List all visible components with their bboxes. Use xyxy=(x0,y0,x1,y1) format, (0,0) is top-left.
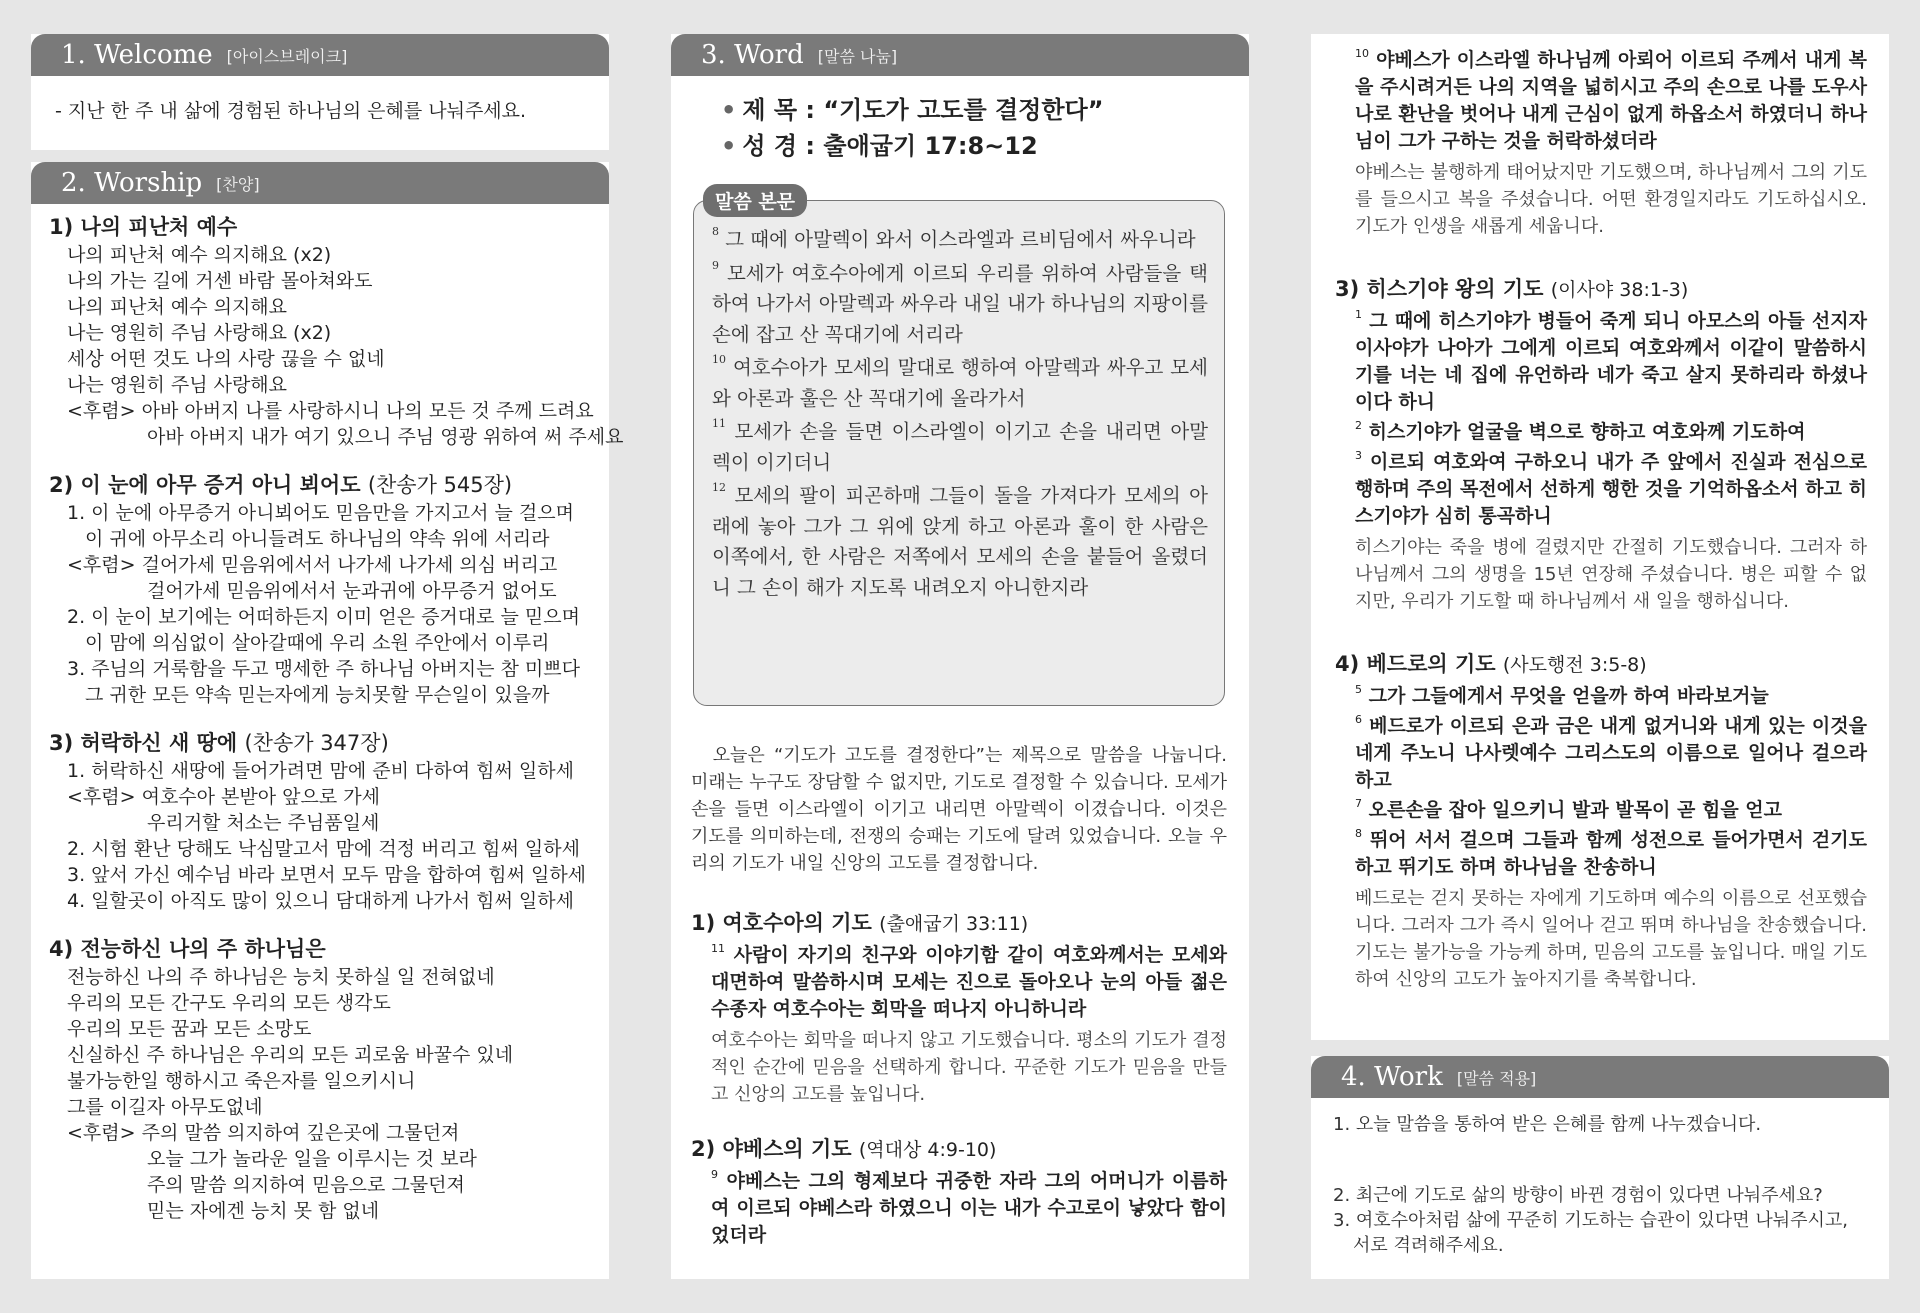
song-title: 3) 허락하신 새 땅에 (찬송가 347장) xyxy=(49,731,389,755)
song-line: 믿는 자에겐 능치 못 함 없네 xyxy=(147,1200,380,1222)
point-verse: $^{11}$ 사람이 자기의 친구와 이야기함 같이 여호와께서는 모세와 대면하여 말씀하시며 모세는 진으로 돌아오나 눈의 아들 젊은 수종자 여호수아는 회막을 떠나지 아니하니라 xyxy=(711,942,1227,1020)
point-explanation: 여호수아는 회막을 떠나지 않고 기도했습니다. 평소의 기도가 결정적인 순간에 믿음을 선택하게 합니다. 꾸준한 기도가 믿음을 만들고 신앙의 고도를 높입니다. xyxy=(711,1030,1227,1105)
section-subtitle: [말씀 나눔] xyxy=(817,46,898,66)
song-line: 나의 가는 길에 거센 바람 몰아쳐와도 xyxy=(67,270,373,292)
point-verse: $^9$ 야베스는 그의 형제보다 귀중한 자라 그의 어머니가 이름하여 이르되 야베스라 하였으니 이는 내가 수고로이 낳았다 함이었더라 xyxy=(711,1168,1227,1246)
song-line: 아바 아버지 내가 여기 있으니 주님 영광 위하여 써 주세요 xyxy=(147,426,624,448)
song-title: 4) 전능하신 나의 주 하나님은 xyxy=(49,937,326,961)
song-line: <후렴> 여호수아 본받아 앞으로 가세 xyxy=(67,786,380,808)
song-block xyxy=(49,728,599,914)
section-subtitle: [아이스브레이크] xyxy=(226,46,348,66)
song-line: <후렴> 주의 말씀 의지하여 깊은곳에 그물던져 xyxy=(67,1122,460,1144)
work-item: 1. 오늘 말씀을 통하여 받은 은혜를 함께 나누겠습니다. xyxy=(1333,1114,1762,1135)
welcome-text: - 지난 한 주 내 삶에 경험된 하나님의 은혜를 나눠주세요. xyxy=(55,100,527,122)
song-line: 세상 어떤 것도 나의 사랑 끊을 수 없네 xyxy=(67,348,385,370)
song-line: 2. 이 눈이 보기에는 어떠하든지 이미 얻은 증거대로 늘 믿으며 xyxy=(67,606,580,628)
point-explanation: 야베스는 불행하게 태어났지만 기도했으며, 하나님께서 그의 기도를 들으시고 복을 주셨습니다. 어떤 환경일지라도 기도하십시오. 기도가 인생을 새롭게 세웁니다. xyxy=(1355,162,1867,237)
verse-number: 10 xyxy=(1355,47,1369,60)
song-line: 주의 말씀 의지하여 믿음으로 그물던져 xyxy=(147,1174,465,1196)
scripture-box xyxy=(693,200,1225,706)
song-line: 나는 영원히 주님 사랑해요 xyxy=(67,374,288,396)
sermon-point xyxy=(1335,274,1867,615)
song-line: 나의 피난처 예수 의지해요 (x2) xyxy=(67,244,332,266)
section-title: 3. Word xyxy=(701,40,804,70)
word-header xyxy=(671,34,1249,76)
point-title: 4) 베드로의 기도 (사도행전 3:5-8) xyxy=(1335,652,1647,676)
scripture-verse: $^9$ 모세가 여호수아에게 이르되 우리를 위하여 사람들을 택하여 나가서 아말렉과 싸우라 내일 내가 하나님의 지팡이를 손에 잡고 산 꼭대기에 서리라 xyxy=(712,258,1208,346)
scripture-verse: $^{10}$ 여호수아가 모세의 말대로 행하여 아말렉과 싸우고 모세와 아론과 훌은 산 꼭대기에 올라가서 xyxy=(712,353,1208,410)
point-verse: $^3$ 이르되 여호와여 구하오니 내가 주 앞에서 진실과 전심으로 행하며 주의 목전에서 선하게 행한 것을 기억하옵소서 하고 히스기야가 심히 통곡하니 xyxy=(1355,449,1867,527)
song-title: 1) 나의 피난처 예수 xyxy=(49,215,238,239)
song-line: 전능하신 나의 주 하나님은 능치 못하실 일 전혀없네 xyxy=(67,966,495,988)
song-line: <후렴> 걸어가세 믿음위에서서 나가세 나가세 의심 버리고 xyxy=(67,554,558,576)
point-explanation: 베드로는 걷지 못하는 자에게 기도하며 예수의 이름으로 선포했습니다. 그러자 그가 즉시 일어나 걷고 뛰며 하나님을 찬송했습니다. 기도는 불가능을 가능케 하며, 믿음의 고도를 높입니다. 매일 기도하여 신앙의 고도가 높아지기를 축복합니다. xyxy=(1355,888,1867,990)
song-line: 신실하신 주 하나님은 우리의 모든 괴로움 바꿀수 있네 xyxy=(67,1044,514,1066)
work-item: 3. 여호수아처럼 삶에 꾸준히 기도하는 습관이 있다면 나눠주시고, 서로 격려해주세요. xyxy=(1333,1210,1849,1256)
verse-number: 9 xyxy=(711,1168,718,1181)
song-block xyxy=(49,212,624,450)
sermon-intro: 오늘은 “기도가 고도를 결정한다”는 제목으로 말씀을 나눕니다. 미래는 누구도 장담할 수 없지만, 기도로 결정할 수 있습니다. 모세가 손을 들면 이스라엘이 이기고 내리면 아말렉이 이겼습니다. 이것은 기도를 의미하는데, 전쟁의 승패는 기도에 달려 있었습니다. 오늘 우리의 기도가 내일 신앙의 고도를 결정합니다. xyxy=(691,745,1227,874)
verse-number: 8 xyxy=(712,225,719,238)
work-item: 2. 최근에 기도로 삶의 방향이 바뀐 경험이 있다면 나눠주세요? xyxy=(1333,1185,1823,1206)
song-line: 1. 이 눈에 아무증거 아니뵈어도 믿음만을 가지고서 늘 걸으며 xyxy=(67,502,574,524)
scripture-tag: 말씀 본문 xyxy=(703,184,807,217)
worship-header xyxy=(31,162,609,204)
point-verse: $^5$ 그가 그들에게서 무엇을 얻을까 하여 바라보거늘 xyxy=(1355,683,1769,707)
song-line: 나는 영원히 주님 사랑해요 (x2) xyxy=(67,322,332,344)
song-line: 그를 이길자 아무도없네 xyxy=(67,1096,263,1118)
point-verse: $^6$ 베드로가 이르되 은과 금은 내게 없거니와 내게 있는 이것을 네게 주노니 나사렛예수 그리스도의 이름으로 일어나 걸으라 하고 xyxy=(1355,713,1867,791)
scripture-verse: $^{12}$ 모세의 팔이 피곤하매 그들이 돌을 가져다가 모세의 아래에 놓아 그가 그 위에 앉게 하고 아론과 훌이 한 사람은 이쪽에서, 한 사람은 저쪽에서 모세의 손을 붙들어 올렸더니 그 손이 해가 지도록 내려오지 아니한지라 xyxy=(712,481,1208,599)
word-section xyxy=(671,34,1249,1279)
point-title: 1) 여호수아의 기도 (출애굽기 33:11) xyxy=(691,911,1029,935)
work-section xyxy=(1311,1056,1889,1279)
song-line: 우리거할 처소는 주님품일세 xyxy=(147,812,380,834)
section-title: 4. Work xyxy=(1341,1062,1443,1092)
verse-number: 6 xyxy=(1355,713,1362,726)
worship-section xyxy=(31,162,624,1279)
verse-number: 7 xyxy=(1355,797,1362,810)
verse-number: 3 xyxy=(1355,449,1362,462)
song-line: 우리의 모든 간구도 우리의 모든 생각도 xyxy=(67,992,391,1014)
point-title: 3) 히스기야 왕의 기도 (이사야 38:1-3) xyxy=(1335,277,1689,301)
song-line: 불가능한일 행하시고 죽은자를 일으키시니 xyxy=(67,1070,416,1092)
song-line: 이 맘에 의심없이 살아갈때에 우리 소원 주안에서 이루리 xyxy=(85,632,550,654)
song-line: <후렴> 아바 아버지 나를 사랑하시니 나의 모든 것 주께 드려요 xyxy=(67,400,594,422)
song-line: 3. 주님의 거룩함을 두고 맹세한 주 하나님 아버지는 참 미쁘다 xyxy=(67,658,580,680)
verse-number: 11 xyxy=(711,942,725,955)
welcome-header xyxy=(31,34,609,76)
song-line: 3. 앞서 가신 예수님 바라 보면서 모두 맘을 합하여 힘써 일하세 xyxy=(67,864,587,886)
verse-number: 10 xyxy=(712,353,726,366)
sermon-point xyxy=(1335,649,1867,993)
section-title: 2. Worship xyxy=(61,168,203,198)
point-explanation: 히스기야는 죽을 병에 걸렸지만 간절히 기도했습니다. 그러자 하나님께서 그의 생명을 15년 연장해 주셨습니다. 병은 피할 수 없지만, 우리가 기도할 때 하나님께서 새 일을 행하십니다. xyxy=(1355,537,1867,612)
scripture-verse: $^{11}$ 모세가 손을 들면 이스라엘이 이기고 손을 내리면 아말렉이 이기더니 xyxy=(712,417,1208,474)
song-line: 1. 허락하신 새땅에 들어가려면 맘에 준비 다하여 힘써 일하세 xyxy=(67,760,574,782)
song-line: 4. 일할곳이 아직도 많이 있으니 담대하게 나가서 힘써 일하세 xyxy=(67,890,574,912)
verse-number: 1 xyxy=(1355,308,1362,321)
sermon-point xyxy=(691,1134,1227,1249)
sermon-scripture: • 성 경 : 출애굽기 17:8~12 xyxy=(721,132,1038,160)
section-subtitle: [말씀 적용] xyxy=(1456,1068,1537,1088)
sermon-point xyxy=(691,908,1227,1108)
point-title: 2) 야베스의 기도 (역대상 4:9-10) xyxy=(691,1137,997,1161)
point-verse: $^1$ 그 때에 히스기야가 병들어 죽게 되니 아모스의 아들 선지자 이사야가 나아가 그에게 이르되 여호와께서 이같이 말씀하시기를 너는 네 집에 유언하라 네가 죽고 살지 못하리라 하셨나이다 하니 xyxy=(1355,308,1867,413)
scripture-verse: $^8$ 그 때에 아말렉이 와서 이스라엘과 르비딤에서 싸우니라 xyxy=(712,225,1196,251)
verse-number: 11 xyxy=(712,417,726,430)
verse-number: 2 xyxy=(1355,419,1362,432)
section-title: 1. Welcome xyxy=(61,40,213,70)
song-line: 오늘 그가 놀라운 일을 이루시는 것 보라 xyxy=(147,1148,477,1170)
point-verse: $^2$ 히스기야가 얼굴을 벽으로 향하고 여호와께 기도하여 xyxy=(1355,419,1806,443)
song-line: 우리의 모든 꿈과 모든 소망도 xyxy=(67,1018,312,1040)
welcome-section xyxy=(31,34,609,150)
song-title: 2) 이 눈에 아무 증거 아니 뵈어도 (찬송가 545장) xyxy=(49,473,513,497)
verse-number: 9 xyxy=(712,258,719,272)
song-line: 그 귀한 모든 약속 믿는자에게 능치못할 무슨일이 있을까 xyxy=(85,684,550,706)
point-verse: $^7$ 오른손을 잡아 일으키니 발과 발목이 곧 힘을 얻고 xyxy=(1355,797,1782,821)
song-line: 걸어가세 믿음위에서서 눈과귀에 아무증거 없어도 xyxy=(147,580,557,602)
song-line: 이 귀에 아무소리 아니들려도 하나님의 약속 위에 서리라 xyxy=(85,528,550,550)
song-block xyxy=(49,470,599,708)
verse-number: 12 xyxy=(712,481,726,494)
song-block xyxy=(49,934,599,1224)
point-verse: $^{10}$ 야베스가 이스라엘 하나님께 아뢰어 이르되 주께서 내게 복을 주시려거든 나의 지역을 넓히시고 주의 손으로 나를 도우사 나로 환난을 벗어나 내게 근심이 없게 하옵소서 하였더니 하나님이 그가 구하는 것을 허락하셨더라 xyxy=(1355,47,1867,152)
sermon-point xyxy=(1335,47,1867,240)
verse-number: 8 xyxy=(1355,827,1362,840)
song-line: 2. 시험 환난 당해도 낙심말고서 맘에 걱정 버리고 힘써 일하세 xyxy=(67,838,580,860)
verse-number: 5 xyxy=(1355,683,1362,696)
word-continued xyxy=(1311,34,1889,1040)
song-line: 나의 피난처 예수 의지해요 xyxy=(67,296,288,318)
sermon-title: • 제 목 : “기도가 고도를 결정한다” xyxy=(721,96,1104,124)
point-verse: $^8$ 뛰어 서서 걸으며 그들과 함께 성전으로 들어가면서 걷기도 하고 뛰기도 하며 하나님을 찬송하니 xyxy=(1355,827,1867,878)
section-subtitle: [찬양] xyxy=(216,174,260,194)
work-header xyxy=(1311,1056,1889,1098)
